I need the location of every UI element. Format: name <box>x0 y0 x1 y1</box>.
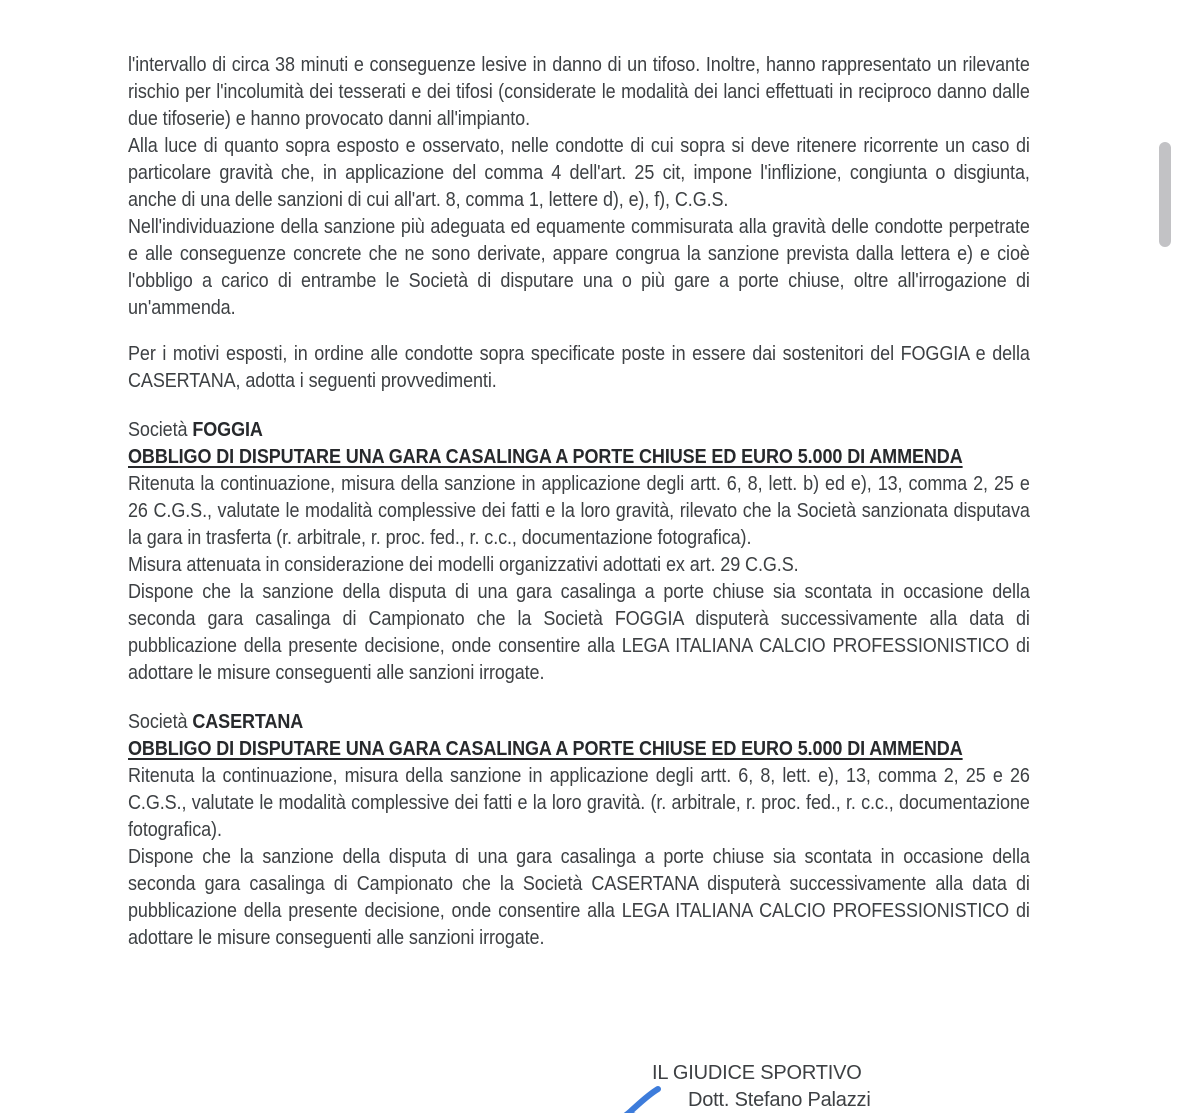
intro-paragraph-3: Nell'individuazione della sanzione più adeguata ed equamente commisurata alla gravità delle condotte perpetrate e alle conseguenze concrete che ne sono derivate, appare congrua la sanzione prevista dalla lettera e) e cioè l'obbligo a carico di entrambe le Società di disputare una o più gare a porte chiuse, oltre all'irrogazione di un'ammenda. <box>128 216 1030 319</box>
section-paragraph: Misura attenuata in considerazione dei modelli organizzativi adottati ex art. 29 C.G.S. <box>128 554 799 576</box>
section-paragraph: Ritenuta la continuazione, misura della sanzione in applicazione degli artt. 6, 8, lett. b) ed e), 13, comma 2, 25 e 26 C.G.S., valutate le modalità complessive dei fatti e la loro gravità, rilevato che la Società sanzionata disputava la gara in trasferta (r. arbitrale, r. proc. fed., r. c.c., documentazione fotografica). <box>128 473 1030 549</box>
signature-stroke <box>610 1085 674 1113</box>
sanction-title: OBBLIGO DI DISPUTARE UNA GARA CASALINGA A PORTE CHIUSE ED EURO 5.000 DI AMMENDA <box>128 738 963 760</box>
company-prefix: Società <box>128 419 188 441</box>
company-heading <box>128 417 1030 444</box>
provision-intro-paragraph: Per i motivi esposti, in ordine alle condotte sopra specificate poste in essere dai sostenitori del FOGGIA e della CASERTANA, adotta i seguenti provvedimenti. <box>128 343 1030 392</box>
company-name: FOGGIA <box>192 419 263 441</box>
document-body <box>128 0 1030 952</box>
company-prefix: Società <box>128 711 188 733</box>
intro-paragraph-2: Alla luce di quanto sopra esposto e osservato, nelle condotte di cui sopra si deve ritenere ricorrente un caso di particolare gravità che, in applicazione del comma 4 dell'art. 25 cit, impone l'inflizione, congiunta o disgiunta, anche di una delle sanzioni di cui all'art. 8, comma 1, lettere d), e), f), C.G.S. <box>128 135 1030 211</box>
section-paragraph: Dispone che la sanzione della disputa di una gara casalinga a porte chiuse sia scontata in occasione della seconda gara casalinga di Campionato che la Società CASERTANA disputerà successivamente alla data di pubblicazione della presente decisione, onde consentire alla LEGA ITALIANA CALCIO PROFESSIONISTICO di adottare le misure conseguenti alle sanzioni irrogate. <box>128 846 1030 949</box>
section-paragraph: Dispone che la sanzione della disputa di una gara casalinga a porte chiuse sia scontata in occasione della seconda gara casalinga di Campionato che la Società FOGGIA disputerà successivamente alla data di pubblicazione della presente decisione, onde consentire alla LEGA ITALIANA CALCIO PROFESSIONISTICO di adottare le misure conseguenti alle sanzioni irrogate. <box>128 581 1030 684</box>
scrollbar-thumb[interactable] <box>1159 142 1171 247</box>
intro-paragraph-1: l'intervallo di circa 38 minuti e conseguenze lesive in danno di un tifoso. Inoltre, hanno rappresentato un rilevante rischio per l'incolumità dei tesserati e dei tifosi (considerate le modalità dei lanci effettuati in reciproco danno dalle due tifoserie) e hanno provocato danni all'impianto. <box>128 54 1030 130</box>
company-heading <box>128 709 1030 736</box>
company-name: CASERTANA <box>192 711 304 733</box>
section-foggia <box>128 417 1030 687</box>
section-casertana <box>128 709 1030 952</box>
signature-name: Dott. Stefano Palazzi <box>688 1089 871 1111</box>
section-paragraph: Ritenuta la continuazione, misura della sanzione in applicazione degli artt. 6, 8, lett. e), 13, comma 2, 25 e 26 C.G.S., valutate le modalità complessive dei fatti e la loro gravità. (r. arbitrale, r. proc. fed., r. c.c., documentazione fotografica). <box>128 765 1030 841</box>
sanction-title: OBBLIGO DI DISPUTARE UNA GARA CASALINGA A PORTE CHIUSE ED EURO 5.000 DI AMMENDA <box>128 446 963 468</box>
signature-role: IL GIUDICE SPORTIVO <box>652 1062 862 1084</box>
